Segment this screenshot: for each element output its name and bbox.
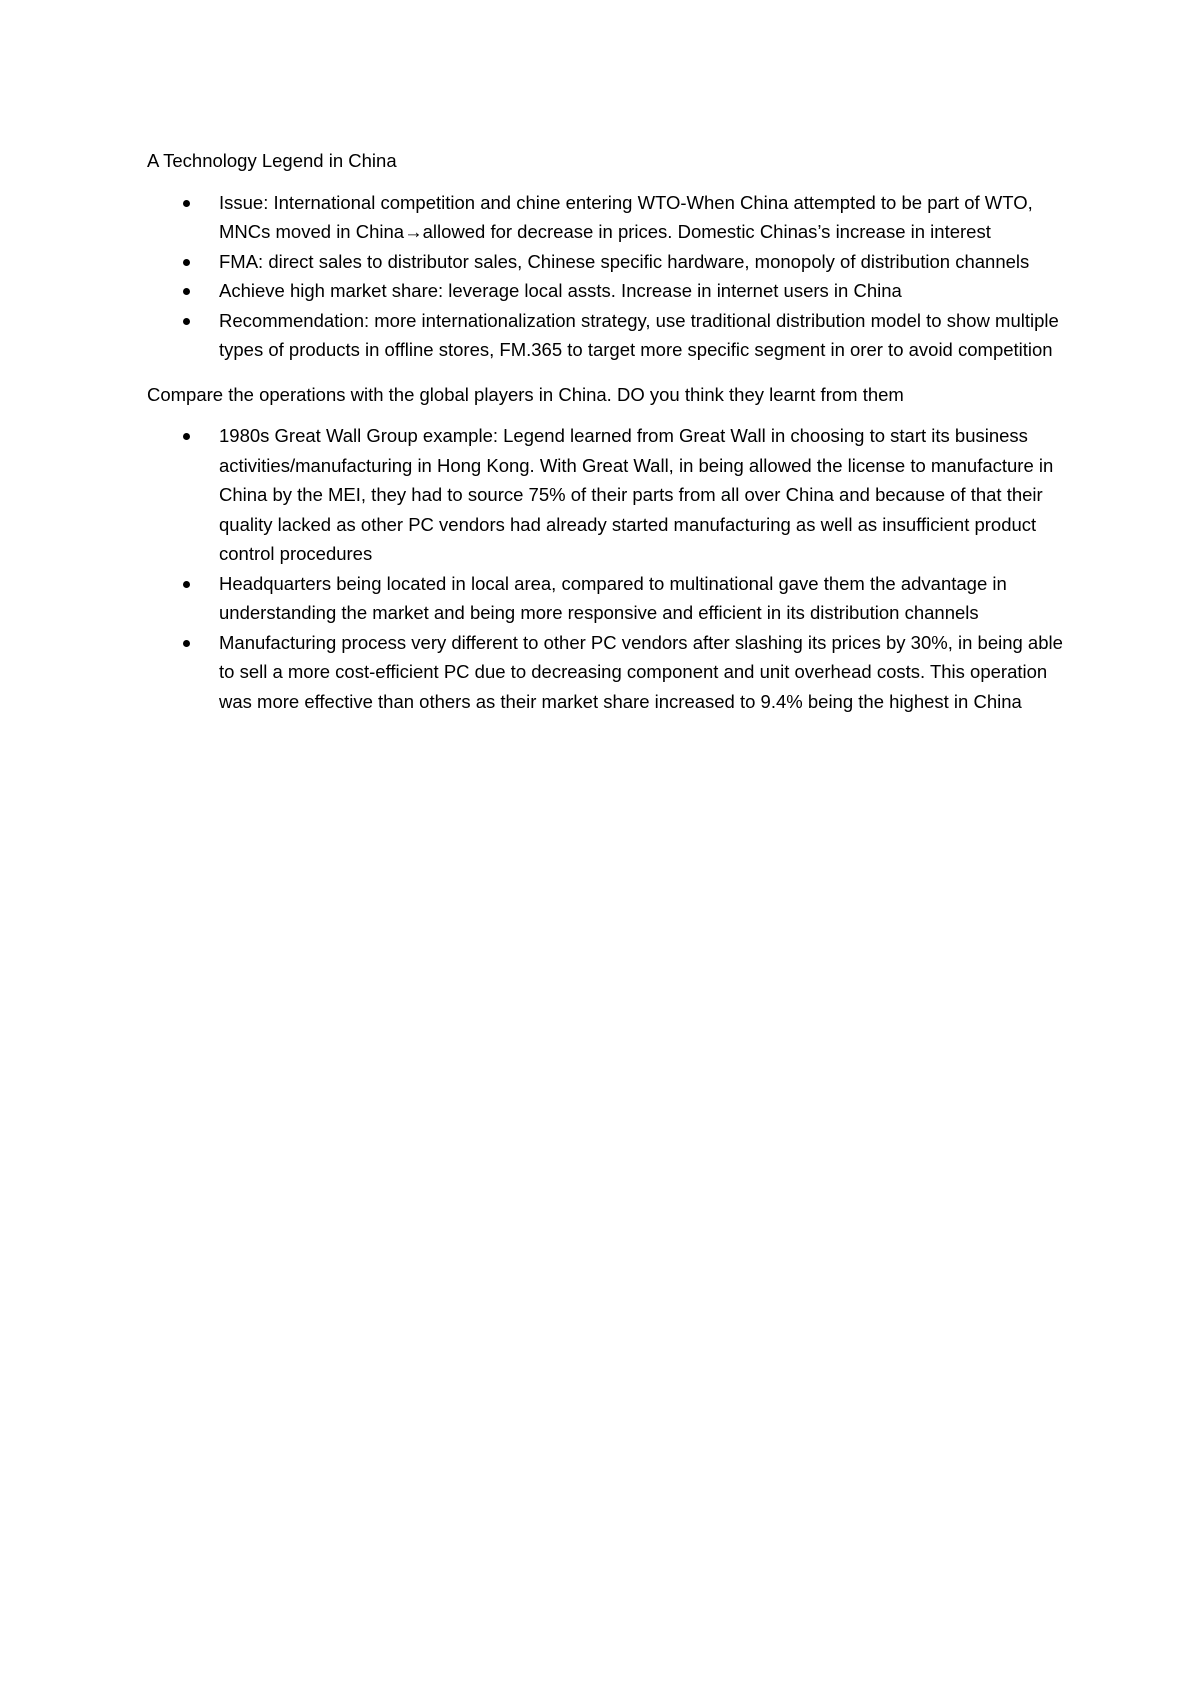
list-item: [219, 247, 1067, 277]
document-title: A Technology Legend in China: [147, 150, 397, 171]
list-item-text: Manufacturing process very different to other PC vendors after slashing its prices by 30%, in being able to sell a more cost-efficient PC due to decreasing component and unit overhead costs. This operation was more effective than others as their market share increased to 9.4% being the highest in China: [219, 631, 1063, 712]
bullet-dot-icon: [183, 200, 190, 207]
list-item: [219, 276, 1067, 306]
list-item: [219, 188, 1067, 247]
list-item-text: Headquarters being located in local area, compared to multinational gave them the advantage in understanding the market and being more responsive and efficient in its distribution channels: [219, 572, 1007, 623]
list-item-text: Issue: International competition and chine entering WTO-When China attempted to be part of WTO, MNCs moved in China→allowed for decrease in prices. Domestic Chinas’s increase in interest: [219, 191, 1033, 242]
list-item: [219, 628, 1067, 717]
section1-list: [147, 188, 1067, 365]
bullet-dot-icon: [183, 640, 190, 647]
section2-list: [147, 421, 1067, 716]
list-item-text: Recommendation: more internationalization strategy, use traditional distribution model to show multiple types of products in offline stores, FM.365 to target more specific segment in orer to avoid competition: [219, 309, 1059, 360]
bullet-dot-icon: [183, 288, 190, 295]
document-body: [147, 146, 1067, 716]
bullet-dot-icon: [183, 259, 190, 266]
list-item: [219, 306, 1067, 365]
bullet-dot-icon: [183, 318, 190, 325]
list-item: [219, 421, 1067, 569]
list-item: [219, 569, 1067, 628]
list-item-text: 1980s Great Wall Group example: Legend learned from Great Wall in choosing to start its business activities/manufacturing in Hong Kong. With Great Wall, in being allowed the license to manufacture in China by the MEI, they had to source 75% of their parts from all over China and because of that their quality lacked as other PC vendors had already started manufacturing as well as insufficient product control procedures: [219, 425, 1054, 564]
bullet-dot-icon: [183, 433, 190, 440]
list-item-text: FMA: direct sales to distributor sales, Chinese specific hardware, monopoly of distribution channels: [219, 250, 1030, 272]
bullet-dot-icon: [183, 581, 190, 588]
list-item-text: Achieve high market share: leverage local assts. Increase in internet users in China: [219, 280, 902, 301]
section2-title: Compare the operations with the global players in China. DO you think they learnt from them: [147, 383, 904, 405]
